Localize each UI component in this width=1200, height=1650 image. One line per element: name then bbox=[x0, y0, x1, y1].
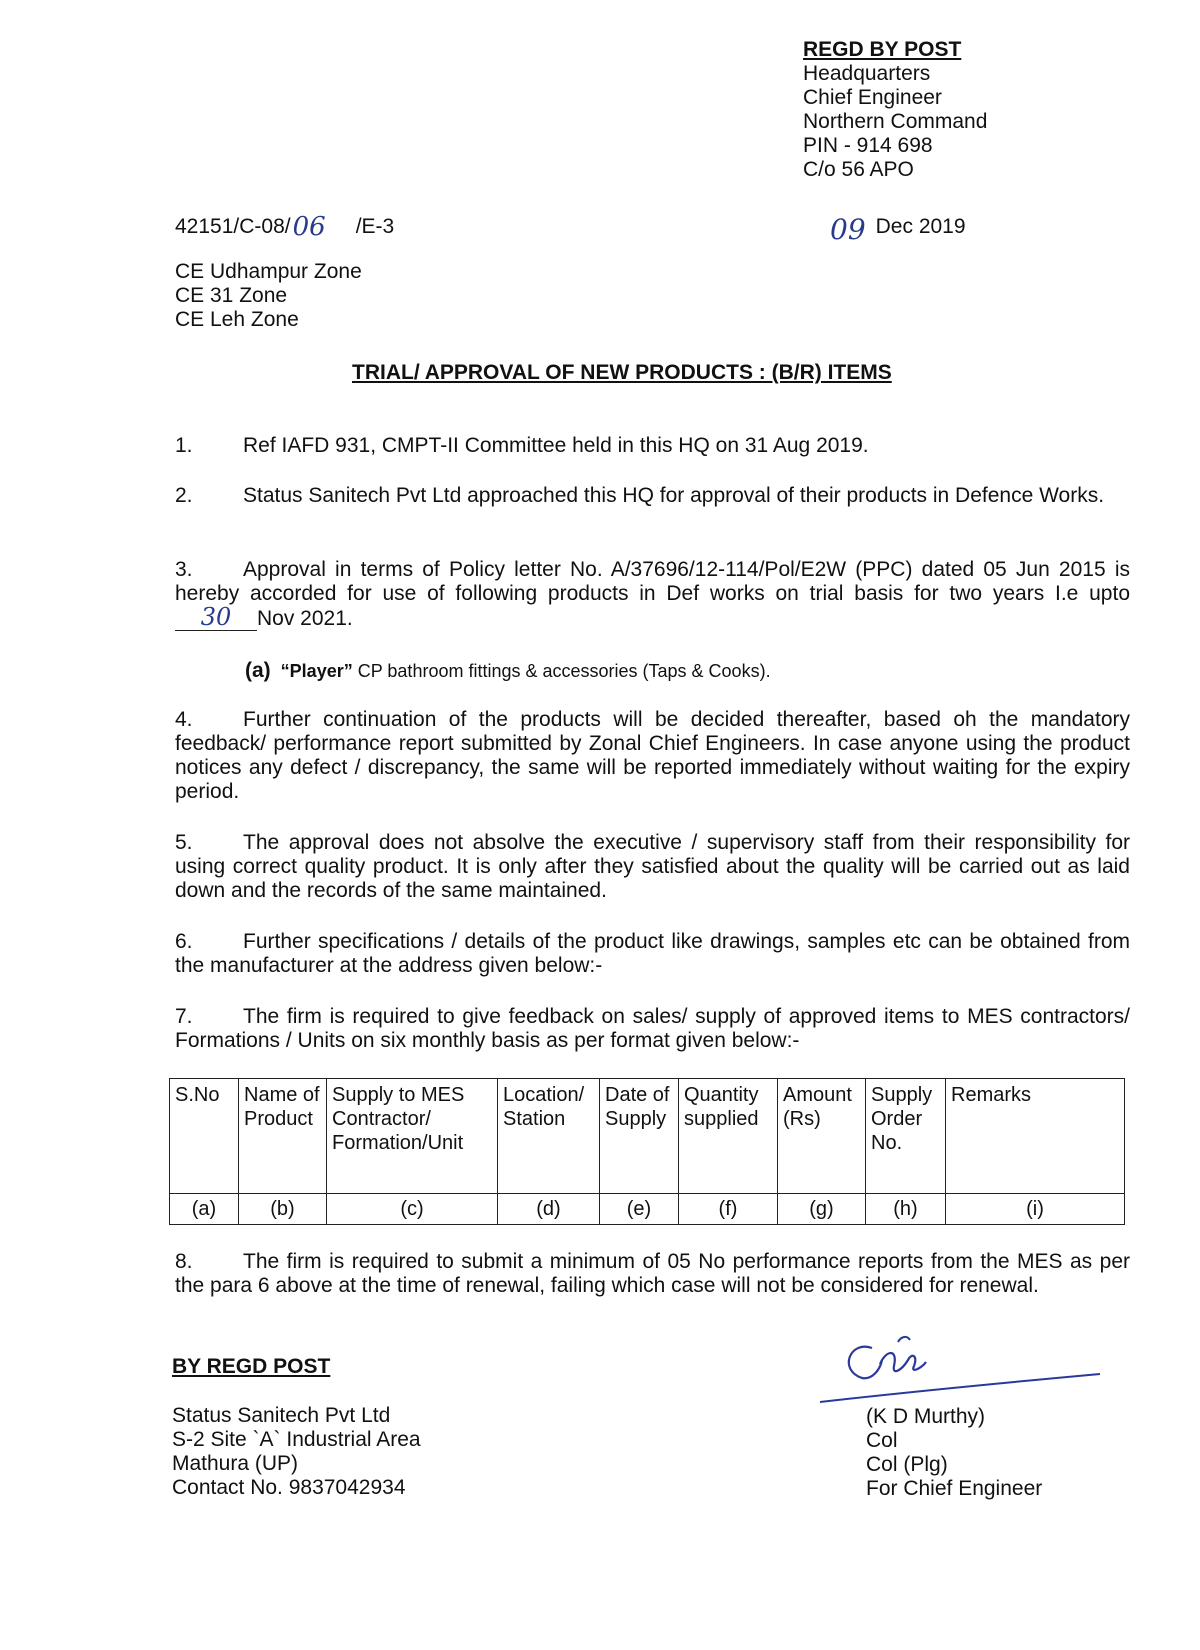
signatory-line: Col bbox=[866, 1429, 898, 1452]
table-letter-row bbox=[170, 1194, 1125, 1225]
table-header-cell: Name of Product bbox=[239, 1079, 327, 1194]
handwritten-date-day: 09 bbox=[830, 213, 866, 246]
reference-prefix: 42151/C-08/ bbox=[175, 215, 291, 238]
paragraph-3 bbox=[175, 558, 1130, 631]
firm-line: S-2 Site `A` Industrial Area bbox=[172, 1428, 421, 1451]
handwritten-fill-line bbox=[175, 603, 257, 631]
hq-line: Northern Command bbox=[803, 110, 988, 133]
signature-drawing bbox=[810, 1330, 1110, 1410]
paragraph-text-end: Nov 2021. bbox=[257, 607, 353, 630]
table-header-row bbox=[170, 1079, 1125, 1194]
item-label: (a) bbox=[245, 659, 271, 682]
product-description: CP bathroom fittings & accessories (Taps & Cooks). bbox=[357, 661, 771, 681]
paragraph-6 bbox=[175, 930, 1130, 978]
table-cell: (h) bbox=[866, 1194, 946, 1225]
addressee: CE 31 Zone bbox=[175, 284, 288, 307]
firm-line: Mathura (UP) bbox=[172, 1452, 299, 1475]
paragraph-number: 3. bbox=[175, 558, 193, 581]
paragraph-4 bbox=[175, 708, 1130, 804]
paragraph-number: 2. bbox=[175, 484, 193, 507]
signature-stroke bbox=[898, 1337, 910, 1342]
paragraph-text: Ref IAFD 931, CMPT-II Committee held in this HQ on 31 Aug 2019. bbox=[243, 434, 869, 457]
table-cell: (b) bbox=[239, 1194, 327, 1225]
table-header-cell: Date of Supply bbox=[600, 1079, 679, 1194]
paragraph-text: Status Sanitech Pvt Ltd approached this HQ for approval of their products in Defence Works. bbox=[243, 484, 1105, 507]
table-cell: (g) bbox=[778, 1194, 866, 1225]
hq-line: Chief Engineer bbox=[803, 86, 942, 109]
hq-line: Headquarters bbox=[803, 62, 931, 85]
table-header-cell: Supply to MES Contractor/ Formation/Unit bbox=[327, 1079, 498, 1194]
table-header-cell: Location/ Station bbox=[498, 1079, 600, 1194]
firm-line: Status Sanitech Pvt Ltd bbox=[172, 1404, 391, 1427]
paragraph-5 bbox=[175, 831, 1130, 903]
paragraph-text: The firm is required to give feedback on sales/ supply of approved items to MES contractors/ Formations / Units on six monthly basis as per format given below:- bbox=[175, 1005, 1130, 1052]
firm-line: Contact No. 9837042934 bbox=[172, 1476, 406, 1499]
firm-address-block bbox=[172, 1404, 421, 1500]
table-header-cell: Amount (Rs) bbox=[778, 1079, 866, 1194]
table-header-cell: Quantity supplied bbox=[679, 1079, 778, 1194]
letter-date bbox=[830, 212, 966, 246]
hq-line: PIN - 914 698 bbox=[803, 134, 933, 157]
reference-number bbox=[175, 212, 395, 242]
signatory-line: For Chief Engineer bbox=[866, 1477, 1043, 1500]
regd-by-post-label: REGD BY POST bbox=[803, 38, 962, 61]
signatory-line: (K D Murthy) bbox=[866, 1405, 986, 1428]
paragraph-number: 1. bbox=[175, 434, 193, 457]
product-item-a bbox=[245, 659, 771, 683]
addressee: CE Leh Zone bbox=[175, 308, 299, 331]
table-cell: (c) bbox=[327, 1194, 498, 1225]
paragraph-number: 5. bbox=[175, 831, 193, 854]
subject-heading: TRIAL/ APPROVAL OF NEW PRODUCTS : (B/R) ITEMS bbox=[352, 361, 892, 384]
feedback-format-table bbox=[169, 1078, 1125, 1225]
handwritten-reference-no: 06 bbox=[292, 212, 326, 242]
hq-line: C/o 56 APO bbox=[803, 158, 914, 181]
addressee: CE Udhampur Zone bbox=[175, 260, 362, 283]
table-header-cell: Supply Order No. bbox=[866, 1079, 946, 1194]
paragraph-1 bbox=[175, 434, 1130, 458]
table-cell: (d) bbox=[498, 1194, 600, 1225]
signatory-line: Col (Plg) bbox=[866, 1453, 948, 1476]
signature-stroke bbox=[849, 1347, 882, 1379]
paragraph-number: 4. bbox=[175, 708, 193, 731]
table-cell: (e) bbox=[600, 1194, 679, 1225]
table-header-cell: S.No bbox=[170, 1079, 239, 1194]
signature-stroke bbox=[880, 1353, 926, 1371]
table-cell: (a) bbox=[170, 1194, 239, 1225]
paragraph-text: Approval in terms of Policy letter No. A/37696/12-114/Pol/E2W (PPC) dated 05 Jun 2015 is hereby accorded for use of following products in Def works on trial basis for two years I.e upto bbox=[175, 558, 1130, 605]
table-cell: (f) bbox=[679, 1194, 778, 1225]
table-header-cell: Remarks bbox=[946, 1079, 1125, 1194]
paragraph-number: 8. bbox=[175, 1250, 193, 1273]
signatory-block bbox=[866, 1405, 1042, 1501]
reference-suffix: /E-3 bbox=[355, 215, 395, 238]
handwritten-upto-day: 30 bbox=[200, 603, 232, 631]
product-name: “Player” bbox=[280, 661, 353, 681]
paragraph-7 bbox=[175, 1005, 1130, 1053]
table-cell: (i) bbox=[946, 1194, 1125, 1225]
by-regd-post-label: BY REGD POST bbox=[172, 1355, 331, 1378]
date-month-year: Dec 2019 bbox=[875, 215, 966, 238]
paragraph-text: The approval does not absolve the executive / supervisory staff from their responsibility for using correct quality product. It is only after they satisfied about the quality will be carried out as laid down and the records of the same maintained. bbox=[175, 831, 1130, 902]
paragraph-8 bbox=[175, 1250, 1130, 1298]
paragraph-2 bbox=[175, 484, 1130, 508]
addressee-list bbox=[175, 260, 362, 332]
paragraph-number: 6. bbox=[175, 930, 193, 953]
paragraph-text: The firm is required to submit a minimum of 05 No performance reports from the MES as per the para 6 above at the time of renewal, failing which case will not be considered for renewal. bbox=[175, 1250, 1130, 1297]
paragraph-text: Further specifications / details of the product like drawings, samples etc can be obtained from the manufacturer at the address given below:- bbox=[175, 930, 1130, 977]
paragraph-number: 7. bbox=[175, 1005, 193, 1028]
paragraph-text: Further continuation of the products will be decided thereafter, based oh the mandatory feedback/ performance report submitted by Zonal Chief Engineers. In case anyone using the product notices any defect / discrepancy, the same will be reported immediately without waiting for the expiry period. bbox=[175, 708, 1130, 803]
hq-address-block bbox=[803, 38, 987, 182]
